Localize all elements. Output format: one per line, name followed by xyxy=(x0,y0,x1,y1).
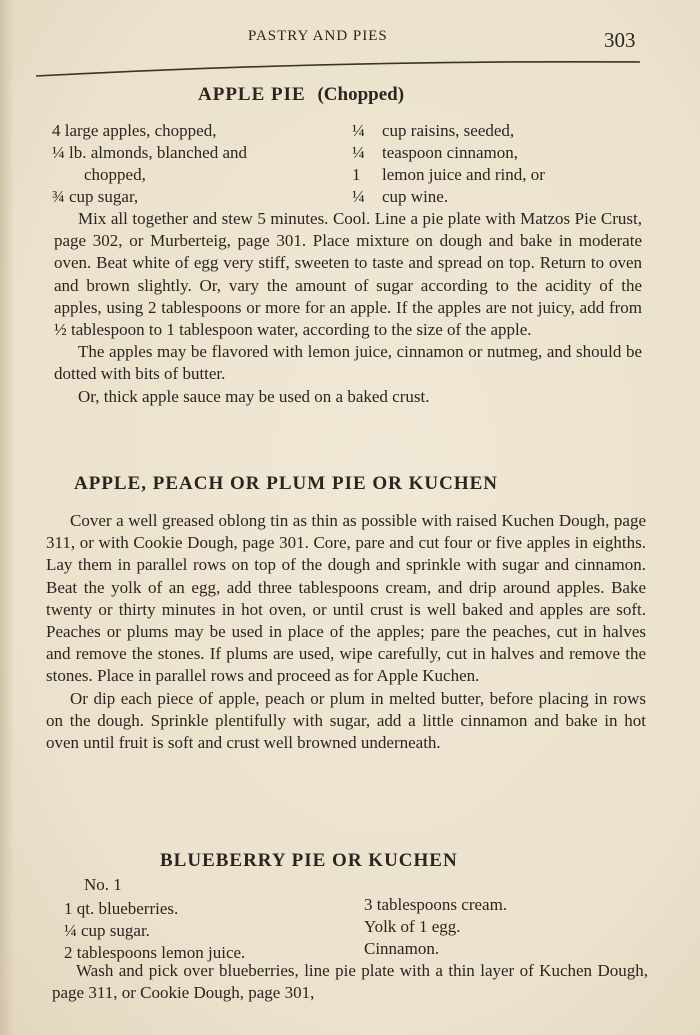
ingredient: 4 large apples, chopped, xyxy=(52,121,217,140)
blueberry-ingredients-right xyxy=(364,894,507,960)
ingredient: 2 tablespoons lemon juice. xyxy=(64,943,246,962)
ingredient: Cinnamon. xyxy=(364,939,440,958)
ingredient: 1 qt. blueberries. xyxy=(64,899,179,918)
ingredient: chopped, xyxy=(84,165,146,184)
paragraph: The apples may be flavored with lemon juice, cinnamon or nutmeg, and should be dotted with bits of butter. xyxy=(54,342,642,384)
paragraph: Or dip each piece of apple, peach or plum in melted butter, before placing in rows on the dough. Sprinkle plentifully with sugar, add a little cinnamon and bake in hot oven until fruit is soft and crust well browned underneath. xyxy=(46,688,646,753)
section-title-apple-peach-plum: APPLE, PEACH OR PLUM PIE OR KUCHEN xyxy=(74,473,499,494)
ingredient: ¼ cup sugar. xyxy=(64,921,150,940)
running-head: PASTRY AND PIES xyxy=(248,28,388,44)
ingredient: ¼ cup wine. xyxy=(352,187,449,206)
ingredient: ¼ teaspoon cinnamon, xyxy=(352,143,518,162)
paragraph: Mix all together and stew 5 minutes. Cool. Line a pie plate with Matzos Pie Crust, page 302, or Murberteig, page 301. Place mixture on dough and bake in moderate oven. Beat white of egg very stiff, sweeten to taste and spread on top. Return to oven and brown slightly. Or, vary the amount of sugar according to the acidity of the apples, using 2 tablespoons or more for an apple. If the apples are not juicy, add from ½ tablespoon to 1 tablespoon water, according to the size of the apple. xyxy=(54,209,642,340)
blueberry-body xyxy=(52,960,648,1004)
section-title-apple-pie: APPLE PIE (Chopped) xyxy=(198,84,405,105)
ingredient: 1 lemon juice and rind, or xyxy=(352,165,545,184)
ingredient: ¾ cup sugar, xyxy=(52,187,139,206)
ingredient: ¼ lb. almonds, blanched and xyxy=(52,143,247,162)
page-spine-shadow xyxy=(0,0,14,1035)
ingredient: Yolk of 1 egg. xyxy=(364,917,461,936)
ingredient: ¼ cup raisins, seeded, xyxy=(352,121,515,140)
header-rule xyxy=(36,58,640,78)
paragraph: Cover a well greased oblong tin as thin as possible with raised Kuchen Dough, page 311, or with Cookie Dough, page 301. Core, pare and cut four or five apples in eighths. Lay them in parallel rows on top of the dough and sprinkle with sugar and cinnamon. Beat the yolk of an egg, add three tablespoons cream, and drip around apples. Bake twenty or thirty minutes in hot oven, or until crust is well baked and apples are soft. Peaches or plums may be used in place of the apples; pare the peaches, cut in halves and remove the stones. If plums are used, wipe carefully, cut in halves and remove the stones. Place in parallel rows and proceed as for Apple Kuchen. xyxy=(46,511,646,686)
paragraph: Or, thick apple sauce may be used on a baked crust. xyxy=(78,386,430,406)
paragraph: Wash and pick over blueberries, line pie plate with a thin layer of Kuchen Dough, page 311, or Cookie Dough, page 301, xyxy=(52,961,648,1003)
section-title-blueberry: BLUEBERRY PIE OR KUCHEN xyxy=(160,850,458,871)
apple-pie-ingredients-right xyxy=(352,120,545,208)
ingredient: 3 tablespoons cream. xyxy=(364,895,508,914)
blueberry-ingredients-left xyxy=(64,898,245,964)
apple-pie-ingredients-left xyxy=(52,120,247,208)
apple-pie-body xyxy=(54,208,642,408)
page-number: 303 xyxy=(604,28,636,52)
apple-peach-plum-body xyxy=(46,510,646,754)
blueberry-subheading: No. 1 xyxy=(84,875,122,894)
section-subtitle: (Chopped) xyxy=(317,84,405,105)
